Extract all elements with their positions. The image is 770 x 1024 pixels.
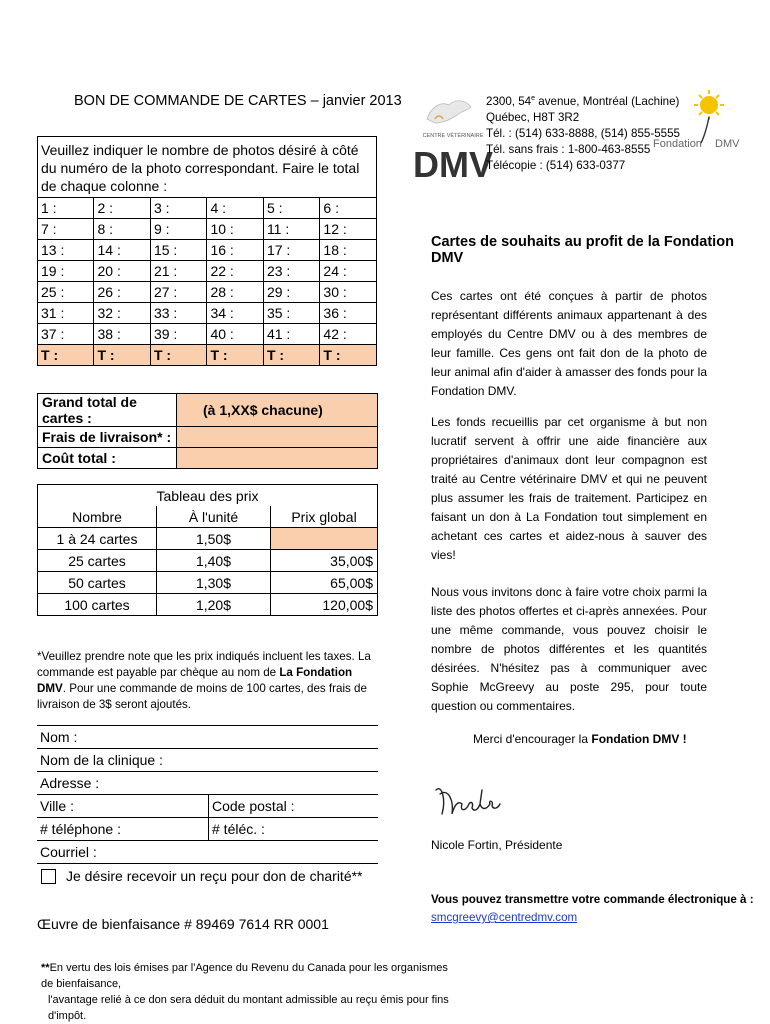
photo-quantity-cell[interactable]: 21 : (150, 261, 206, 282)
clinic-field[interactable]: Nom de la clinique : (37, 749, 378, 772)
photo-quantity-cell[interactable]: 12 : (320, 219, 377, 240)
note-bold: La Fondation DMV (37, 666, 353, 695)
photo-quantity-cell[interactable]: 34 : (207, 303, 263, 324)
photo-quantity-cell[interactable]: 3 : (150, 198, 206, 219)
total-cell[interactable]: T : (320, 345, 377, 366)
price-row (38, 594, 378, 616)
address-line: 2300, 54 (486, 94, 532, 108)
footnote (41, 960, 461, 1024)
total-cell[interactable]: T : (150, 345, 206, 366)
order-totals-table (37, 393, 378, 469)
photo-quantity-cell[interactable]: 16 : (207, 240, 263, 261)
price-cell: 100 cartes (38, 594, 157, 616)
price-table (37, 484, 378, 616)
price-row (38, 572, 378, 594)
photo-row (38, 240, 377, 261)
total-cost-label: Coût total : (38, 448, 177, 469)
price-cell: 25 cartes (38, 550, 157, 572)
photo-quantity-cell[interactable]: 19 : (38, 261, 94, 282)
phone-field[interactable]: # téléphone : (37, 818, 209, 841)
photo-row (38, 198, 377, 219)
grand-total-label: Grand total de cartes : (38, 394, 177, 427)
photo-quantity-cell[interactable]: 27 : (150, 282, 206, 303)
fondation-dmv-logo (651, 87, 751, 167)
footnote-text: En vertu des lois émises par l'Agence du Revenu du Canada pour les organismes de bienfaisance, (41, 962, 448, 990)
name-field[interactable]: Nom : (37, 726, 378, 749)
total-cell[interactable]: T : (38, 345, 94, 366)
total-cell[interactable]: T : (94, 345, 150, 366)
charity-number: Œuvre de bienfaisance # 89469 7614 RR 0001 (37, 916, 329, 932)
photo-quantity-cell[interactable]: 40 : (207, 324, 263, 345)
animals-icon (427, 101, 471, 123)
photo-quantity-table (37, 136, 377, 366)
transmit-instruction: Vous pouvez transmettre votre commande électronique à : (431, 893, 754, 906)
unit-price-note: (à 1,XX$ chacune) (203, 402, 323, 418)
price-cell: 35,00$ (271, 550, 378, 572)
price-table-caption: Tableau des prix (38, 485, 378, 507)
fondation-word: Fondation (653, 138, 702, 150)
page-title: BON DE COMMANDE DE CARTES – janvier 2013 (74, 93, 402, 109)
photo-quantity-cell[interactable]: 11 : (263, 219, 319, 240)
photo-quantity-cell[interactable]: 8 : (94, 219, 150, 240)
address-line: Québec, H8T 3R2 (486, 110, 580, 124)
photo-quantity-cell[interactable]: 32 : (94, 303, 150, 324)
photo-quantity-cell[interactable]: 23 : (263, 261, 319, 282)
payment-note (37, 649, 382, 713)
photo-quantity-cell[interactable]: 9 : (150, 219, 206, 240)
signer-name: Nicole Fortin, Présidente (431, 838, 563, 852)
price-cell: 65,00$ (271, 572, 378, 594)
price-row (38, 528, 378, 550)
total-cell[interactable]: T : (207, 345, 263, 366)
photo-quantity-cell[interactable]: 35 : (263, 303, 319, 324)
photo-quantity-cell[interactable]: 24 : (320, 261, 377, 282)
totals-row (38, 345, 377, 366)
photo-quantity-cell[interactable]: 5 : (263, 198, 319, 219)
price-cell: 1 à 24 cartes (38, 528, 157, 550)
photo-quantity-cell[interactable]: 33 : (150, 303, 206, 324)
price-cell: 120,00$ (271, 594, 378, 616)
total-cell[interactable]: T : (263, 345, 319, 366)
photo-row (38, 261, 377, 282)
paragraph: Nous vous invitons donc à faire votre choix parmi la liste des photos offertes et ci-après annexées. Pour une même commande, vous pouvez choisir le nombre de photos différentes et les quantités désirées. N'hésitez pas à communiquer avec Sophie McGreevy au poste 295, pour toute question ou commentaires. (431, 585, 707, 713)
signature-image (428, 770, 508, 830)
dmv-logo (413, 89, 493, 185)
photo-quantity-cell[interactable]: 4 : (207, 198, 263, 219)
footnote-marker: ** (41, 962, 50, 974)
photo-quantity-cell[interactable]: 10 : (207, 219, 263, 240)
fondation-dmv-word: DMV (715, 138, 740, 150)
sun-icon (694, 90, 724, 120)
price-cell (271, 528, 378, 550)
photo-quantity-cell[interactable]: 25 : (38, 282, 94, 303)
photo-quantity-cell[interactable]: 22 : (207, 261, 263, 282)
tollfree-line: Tél. sans frais : 1-800-463-8555 (486, 142, 651, 156)
address-field[interactable]: Adresse : (37, 772, 378, 795)
price-cell: 1,20$ (157, 594, 271, 616)
price-cell: 1,50$ (157, 528, 271, 550)
photo-quantity-cell[interactable]: 6 : (320, 198, 377, 219)
price-header: Nombre (38, 506, 157, 528)
photo-quantity-cell[interactable]: 15 : (150, 240, 206, 261)
address-sup: e (531, 95, 536, 102)
photo-row (38, 303, 377, 324)
price-header: À l'unité (157, 506, 271, 528)
receipt-checkbox[interactable] (41, 869, 56, 884)
photo-quantity-cell[interactable]: 37 : (38, 324, 94, 345)
email-field[interactable]: Courriel : (37, 841, 378, 864)
note-text: *Veuillez prendre note que les prix indiqués incluent les taxes. La commande est payable par chèque au nom de (37, 650, 371, 679)
contact-email-link[interactable]: smcgreevy@centredmv.com (431, 911, 578, 924)
photo-quantity-cell[interactable]: 1 : (38, 198, 94, 219)
paragraph: Ces cartes ont été conçues à partir de photos représentant différents animaux appartenant à des employés du Centre DMV ou à des membres de leur famille. Ces gens ont fait don de la photo de leur animal afin d'aider à amasser des fonds pour la Fondation DMV. (431, 289, 707, 398)
instructions: Veuillez indiquer le nombre de photos désiré à côté du numéro de la photo correspondant. Faire le total de chaque colonne : (38, 137, 377, 198)
photo-quantity-cell[interactable]: 39 : (150, 324, 206, 345)
price-cell: 1,30$ (157, 572, 271, 594)
fax-field[interactable]: # téléc. : (209, 818, 379, 841)
dmv-logo-big: DMV (413, 144, 493, 185)
photo-quantity-cell[interactable]: 38 : (94, 324, 150, 345)
shipping-label: Frais de livraison* : (38, 427, 177, 448)
thanks-line (473, 732, 687, 746)
photo-quantity-cell[interactable]: 31 : (38, 303, 94, 324)
receipt-label: Je désire recevoir un reçu pour don de charité** (66, 868, 363, 884)
receipt-option[interactable] (41, 868, 363, 884)
photo-quantity-cell[interactable]: 2 : (94, 198, 150, 219)
photo-row (38, 282, 377, 303)
photo-quantity-cell[interactable]: 42 : (320, 324, 377, 345)
photo-quantity-cell[interactable]: 28 : (207, 282, 263, 303)
photo-quantity-cell[interactable]: 29 : (263, 282, 319, 303)
photo-quantity-cell[interactable]: 30 : (320, 282, 377, 303)
total-cost-field[interactable] (177, 448, 378, 469)
stem-icon (701, 117, 709, 143)
client-form (37, 725, 378, 864)
postal-code-field[interactable]: Code postal : (209, 795, 379, 818)
photo-quantity-cell[interactable]: 7 : (38, 219, 94, 240)
thanks-text: Merci d'encourager la (473, 732, 592, 746)
photo-quantity-cell[interactable]: 36 : (320, 303, 377, 324)
footnote-text: l'avantage relié à ce don sera déduit du montant admissible au reçu émis pour fins d'impôt. (48, 994, 449, 1022)
price-header: Prix global (271, 506, 378, 528)
price-cell: 50 cartes (38, 572, 157, 594)
address-line: avenue, Montréal (Lachine) (535, 94, 680, 108)
photo-quantity-cell[interactable]: 41 : (263, 324, 319, 345)
photo-quantity-cell[interactable]: 17 : (263, 240, 319, 261)
photo-quantity-cell[interactable]: 13 : (38, 240, 94, 261)
photo-row (38, 219, 377, 240)
fax-line: Télécopie : (514) 633-0377 (486, 158, 626, 172)
price-row (38, 550, 378, 572)
dmv-logo-small: CENTRE VÉTÉRINAIRE (422, 133, 484, 139)
photo-quantity-cell[interactable]: 20 : (94, 261, 150, 282)
city-field[interactable]: Ville : (37, 795, 209, 818)
photo-quantity-cell[interactable]: 18 : (320, 240, 377, 261)
section-heading: Cartes de souhaits au profit de la Fondation DMV (431, 234, 734, 266)
grand-total-field[interactable] (177, 394, 378, 427)
photo-quantity-cell[interactable]: 26 : (94, 282, 150, 303)
paragraph: Les fonds recueillis par cet organisme à but non lucratif servent à offrir une aide financière aux propriétaires d'animaux dont leur compagnon est traité au Centre vétérinaire DMV et qui ne peuvent plus assumer les frais de traitement. Participez en faisant un don à La Fondation tout simplement en achetant ces cartes et aidez-nous à sauver des vies! (431, 415, 707, 562)
thanks-bold: Fondation DMV ! (591, 732, 687, 746)
shipping-field[interactable] (177, 427, 378, 448)
photo-quantity-cell[interactable]: 14 : (94, 240, 150, 261)
photo-row (38, 324, 377, 345)
phone-line: Tél. : (514) 633-8888, (514) 855-5555 (486, 126, 680, 140)
note-text: . Pour une commande de moins de 100 cartes, des frais de livraison de 3$ seront ajoutés. (37, 682, 367, 711)
price-cell: 1,40$ (157, 550, 271, 572)
